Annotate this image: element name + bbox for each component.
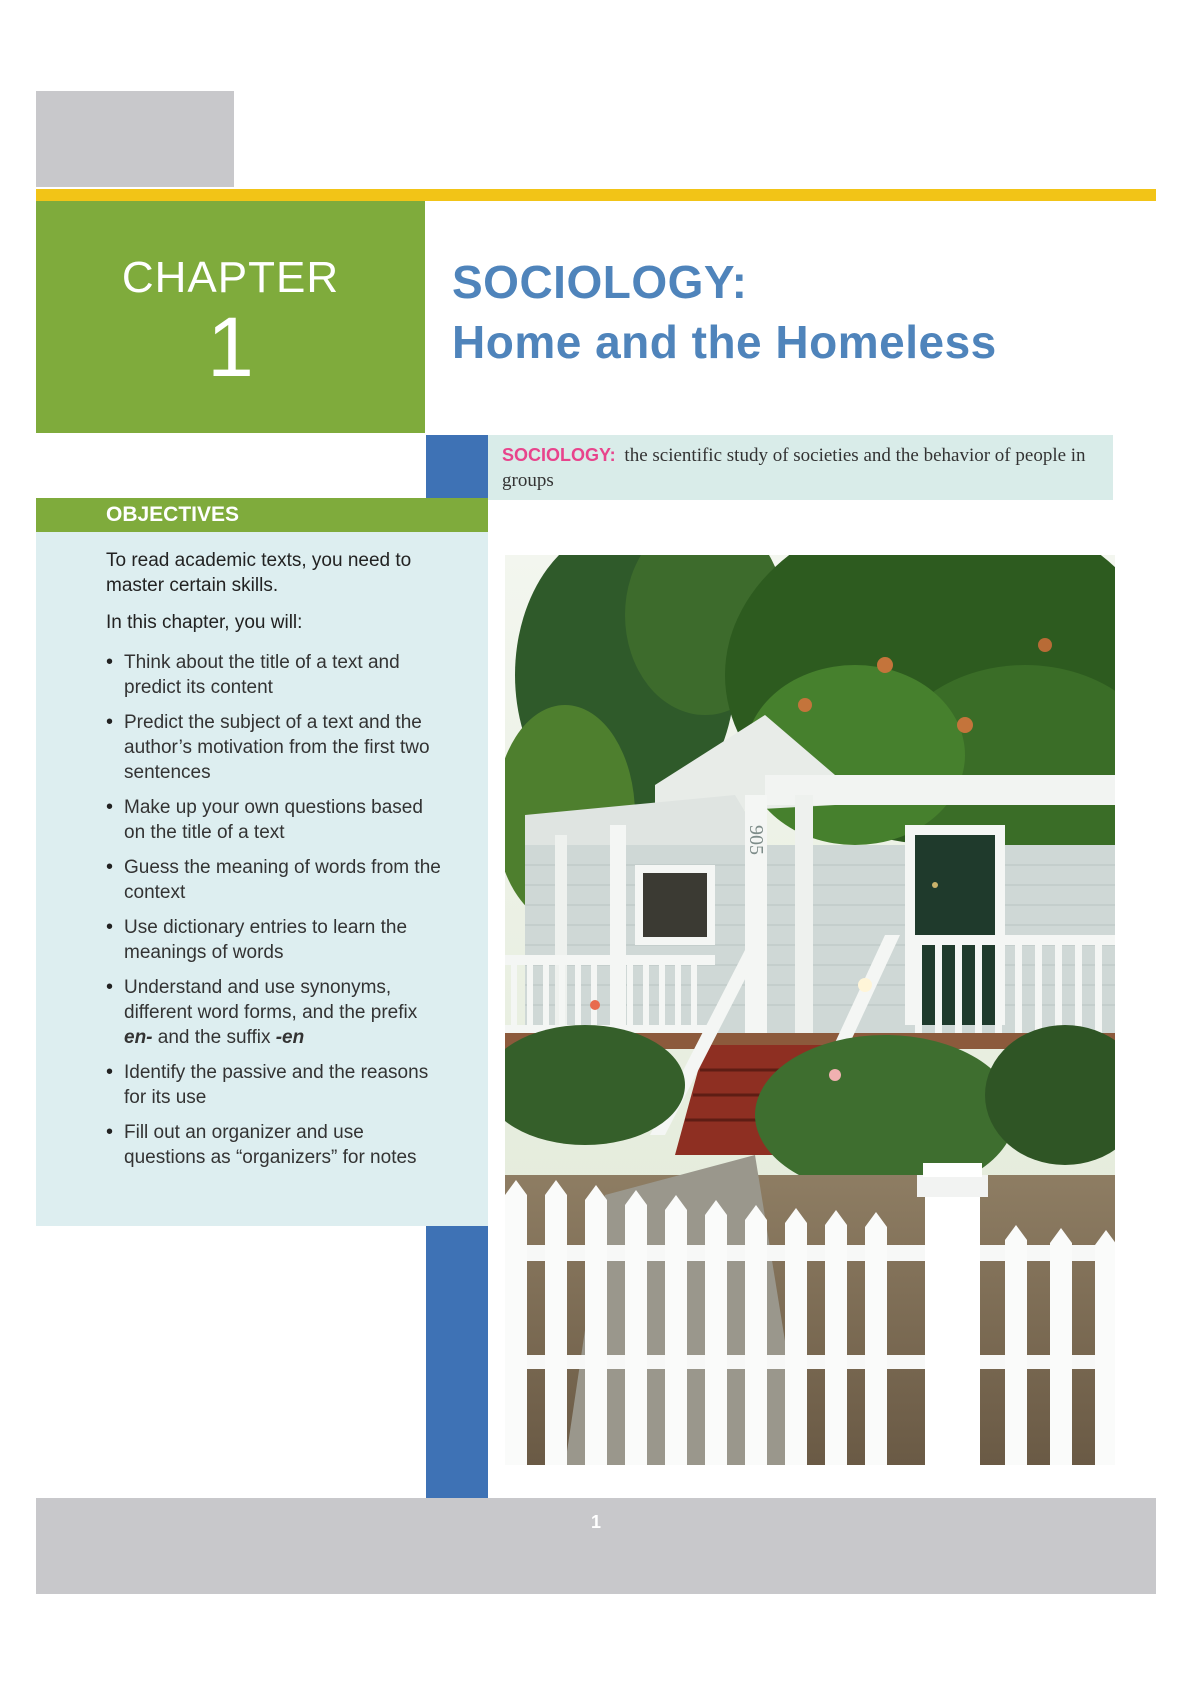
blue-square-top: [426, 435, 488, 500]
definition-text: [502, 443, 1099, 493]
definition-box: [488, 435, 1113, 500]
top-gray-block: [36, 91, 234, 187]
objectives-list: [106, 650, 446, 1180]
objective-item-text-a: Understand and use synonyms, different word forms, and the prefix: [124, 977, 418, 1023]
blue-bar-bottom: [426, 1226, 488, 1498]
objective-item: • Guess the meaning of words from the context: [106, 855, 446, 905]
chapter-box: [36, 201, 425, 433]
chapter-label: CHAPTER: [121, 253, 340, 302]
footer-band: [36, 1498, 1156, 1594]
objectives-header: [36, 498, 488, 532]
objective-item-text-b: and the suffix: [152, 1027, 276, 1048]
chapter-number: 1: [207, 300, 254, 394]
yellow-rule: [36, 189, 1156, 201]
house-photo: [505, 555, 1115, 1465]
objectives-intro: To read academic texts, you need to master certain skills.: [106, 550, 412, 596]
objective-item: • Fill out an organizer and use questions as “organizers” for notes: [106, 1120, 446, 1170]
objectives-heading: OBJECTIVES: [106, 503, 240, 526]
chapter-title: [452, 252, 1132, 372]
objective-item: [106, 975, 446, 1050]
prefix-term: en-: [124, 1027, 153, 1048]
definition-term: SOCIOLOGY:: [502, 445, 616, 465]
objectives-panel: [36, 532, 488, 1226]
title-line-1: SOCIOLOGY:: [452, 256, 748, 308]
objective-item: • Use dictionary entries to learn the meanings of words: [106, 915, 446, 965]
objective-item: • Identify the passive and the reasons for its use: [106, 1060, 446, 1110]
suffix-term: -en: [275, 1027, 305, 1048]
objective-item: • Think about the title of a text and predict its content: [106, 650, 446, 700]
objectives-lead: In this chapter, you will:: [106, 612, 303, 633]
page-number: 1: [590, 1512, 601, 1532]
objective-item: • Make up your own questions based on the title of a text: [106, 795, 446, 845]
title-line-2: Home and the Homeless: [452, 316, 997, 368]
definition-body: the scientific study of societies and the behavior of people in groups: [502, 445, 1086, 491]
objective-item: • Predict the subject of a text and the author’s motivation from the first two sentences: [106, 710, 446, 785]
house-number: 905: [745, 825, 767, 855]
